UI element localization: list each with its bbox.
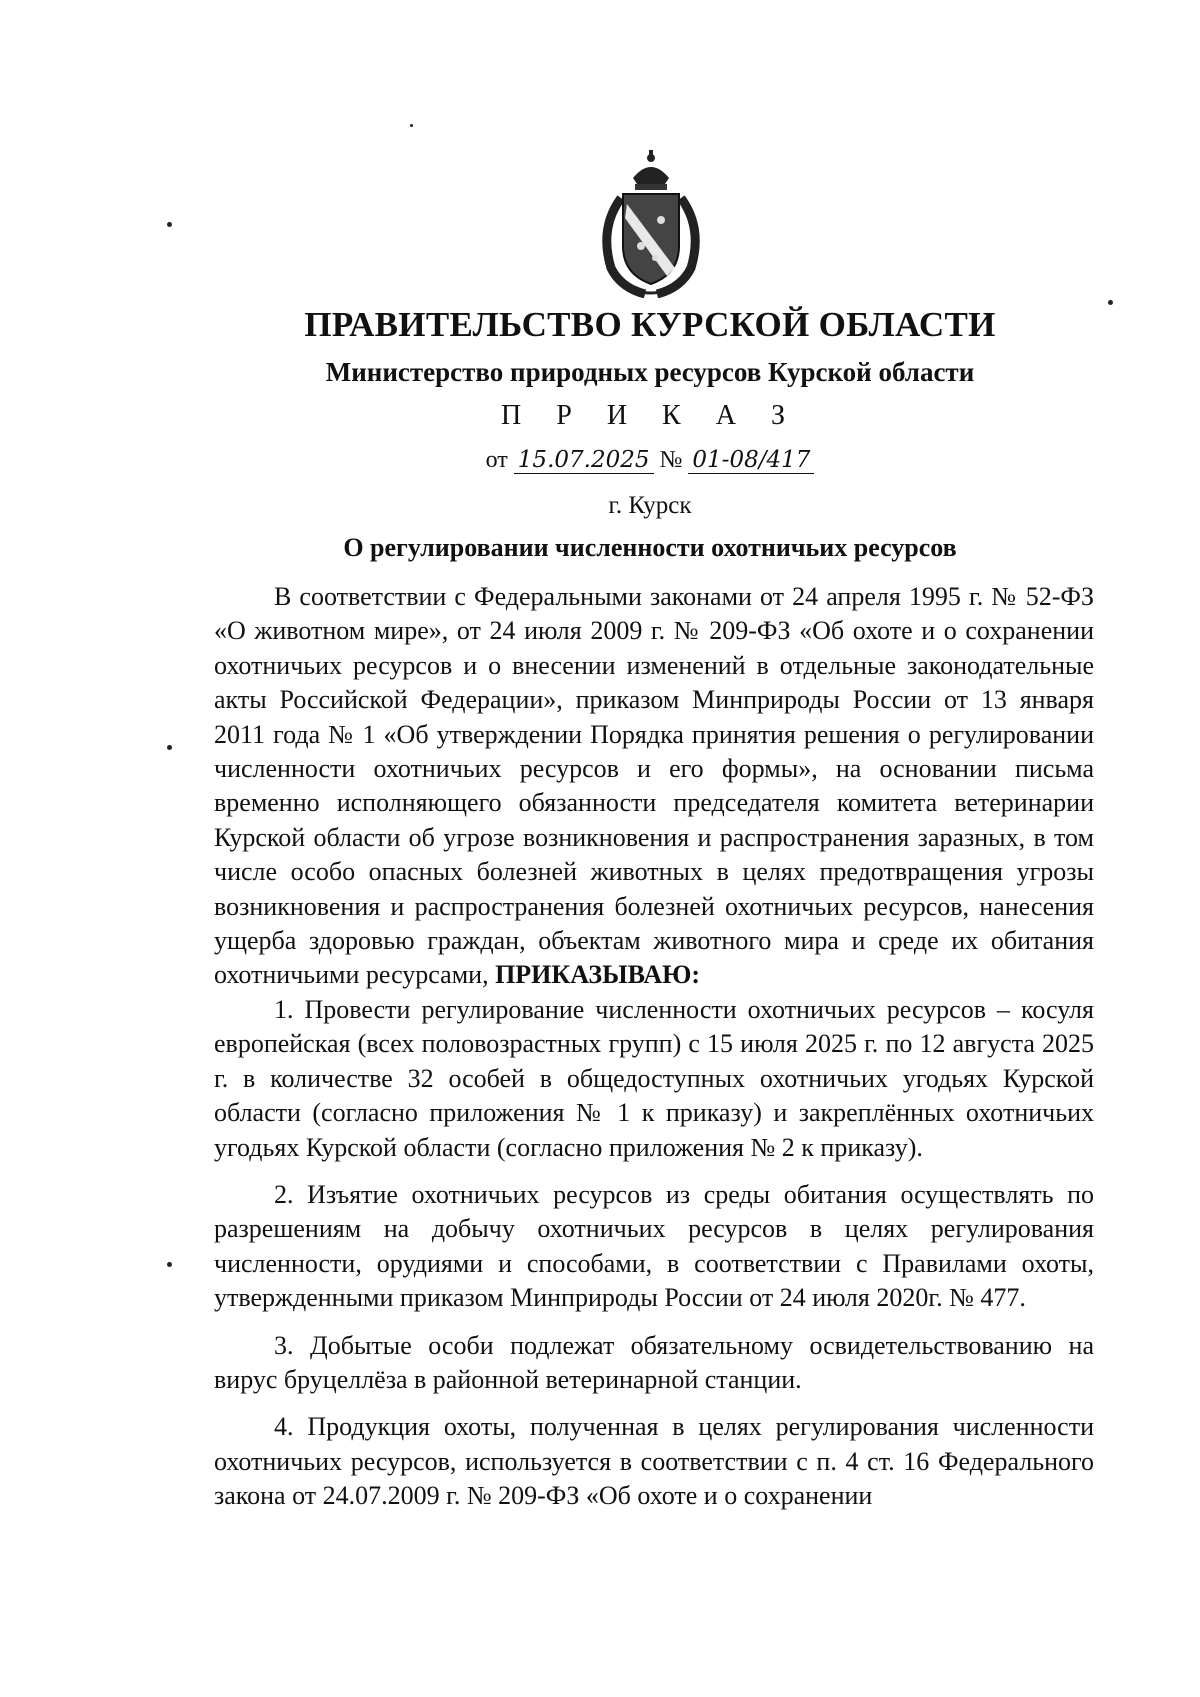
command-word: ПРИКАЗЫВАЮ	[495, 960, 692, 990]
document-type: П Р И К А З	[501, 400, 799, 431]
government-title: ПРАВИТЕЛЬСТВО КУРСКОЙ ОБЛАСТИ	[304, 305, 996, 344]
item-3: 3. Добытые особи подлежат обязательному освидетельствованию на вирус бруцеллёза в районной ветеринарной станции.	[214, 1330, 1094, 1394]
preamble-text: В соответствии с Федеральными законами от 24 апреля 1995 г. № 52-ФЗ «О животном мире», от 24 июля 2009 г. № 209-ФЗ «Об охоте и о сохранении охотничьих ресурсов и о внесении изменений в отдельные законодательные акты Российской Федерации», приказом Минприроды России от 13 января 2011 года № 1 «Об утверждении Порядка принятия решения о регулировании численности охотничьих ресурсов и его формы», на основании письма временно исполняющего обязанности председателя комитета ветеринарии Курской области об угрозе возникновения и распространения заразных, в том числе особо опасных болезней животных в целях предотвращения угрозы возникновения и распространения болезней охотничьих ресурсов, нанесения ущерба здоровью граждан, объектам животного мира и среде их обитания охотничьими ресурсами,	[214, 582, 1094, 990]
date-value: 15.07.2025	[514, 447, 654, 474]
coat-of-arms-icon	[580, 148, 722, 298]
ministry-title: Министерство природных ресурсов Курской области	[325, 357, 975, 387]
city: г. Курск	[608, 492, 692, 519]
date-number-line	[0, 447, 1200, 474]
item-4: 4. Продукция охоты, полученная в целях регулирования численности охотничьих ресурсов, используется в соответствии с п. 4 ст. 16 Федерального закона от 24.07.2009 г. № 209-ФЗ «Об охоте и о сохранении	[214, 1412, 1094, 1511]
number-prefix: №	[659, 447, 683, 473]
scan-speck	[410, 124, 413, 127]
number-value: 01-08/417	[688, 447, 814, 474]
document-body	[214, 580, 1094, 1514]
scan-speck	[167, 1262, 172, 1267]
item-2: 2. Изъятие охотничьих ресурсов из среды обитания осуществлять по разрешениям на добычу охотничьих ресурсов в целях регулирования численности, орудиями и способами, в соответствии с Правилами охоты, утвержденными приказом Минприроды России от 24 июля 2020г. № 477.	[214, 1179, 1094, 1313]
preamble-paragraph	[214, 580, 1094, 993]
scan-speck	[167, 745, 172, 750]
command-colon: :	[691, 960, 701, 990]
scan-speck	[167, 222, 172, 227]
item-1: 1. Провести регулирование численности охотничьих ресурсов – косуля европейская (всех половозрастных групп) с 15 июля 2025 г. по 12 августа 2025 г. в количестве 32 особей в общедоступных охотничьих угодьях Курской области (согласно приложения № 1 к приказу) и закреплённых охотничьих угодьях Курской области (согласно приложения № 2 к приказу).	[214, 994, 1094, 1162]
scan-speck	[1108, 300, 1113, 305]
date-prefix: от	[485, 447, 508, 473]
subject-title: О регулировании численности охотничьих ресурсов	[343, 533, 957, 562]
